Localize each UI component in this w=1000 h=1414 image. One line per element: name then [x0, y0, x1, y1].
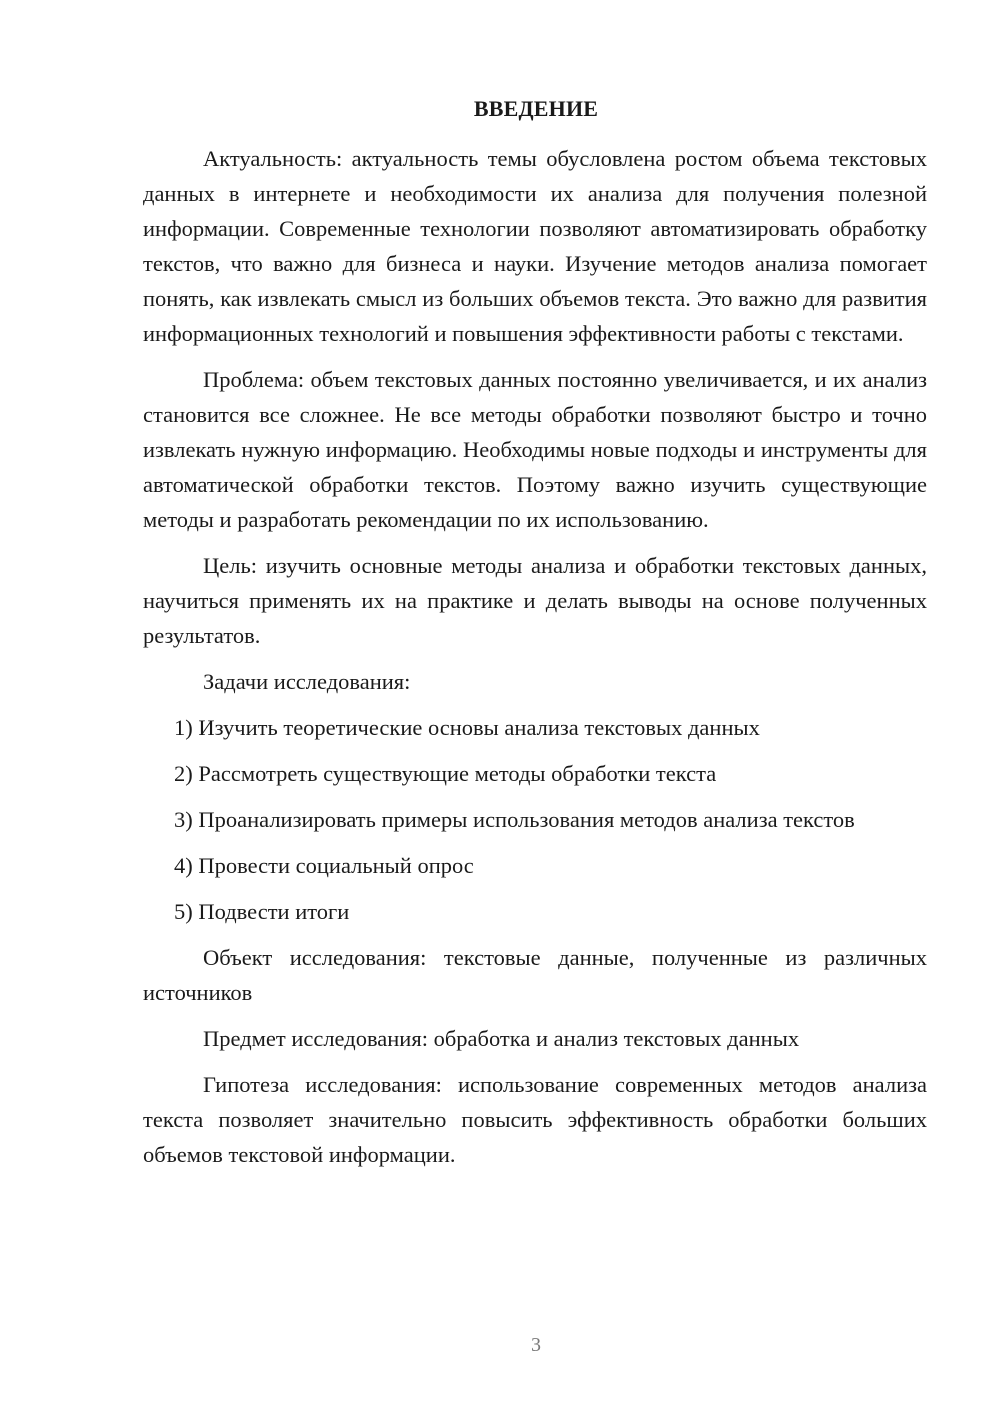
task-item-2: 2) Рассмотреть существующие методы обработки текста: [174, 761, 717, 786]
object-paragraph: Объект исследования: текстовые данные, полученные из различных источников: [143, 945, 927, 1005]
problem-paragraph: Проблема: объем текстовых данных постоянно увеличивается, и их анализ становится все сложнее. Не все методы обработки позволяют быстро и точно извлекать нужную информацию. Необходимы новые подходы и инструменты для автоматической обработки текстов. Поэтому важно изучить существующие методы и разработать рекомендации по их использованию.: [143, 367, 927, 532]
hypothesis-paragraph: Гипотеза исследования: использование современных методов анализа текста позволяет значительно повысить эффективность обработки больших объемов текстовой информации.: [143, 1072, 927, 1167]
relevance-paragraph: Актуальность: актуальность темы обусловлена ростом объема текстовых данных в интернете и необходимости их анализа для получения полезной информации. Современные технологии позволяют автоматизировать обработку текстов, что важно для бизнеса и науки. Изучение методов анализа помогает понять, как извлекать смысл из больших объемов текста. Это важно для развития информационных технологий и повышения эффективности работы с текстами.: [143, 146, 927, 346]
task-item-3: 3) Проанализировать примеры использования методов анализа текстов: [174, 807, 855, 832]
page-title: ВВЕДЕНИЕ: [473, 96, 599, 121]
document-body: [143, 141, 927, 1183]
subject-paragraph: Предмет исследования: обработка и анализ текстовых данных: [203, 1026, 800, 1051]
goal-paragraph: Цель: изучить основные методы анализа и обработки текстовых данных, научиться применять их на практике и делать выводы на основе полученных результатов.: [143, 553, 927, 648]
task-item-4: 4) Провести социальный опрос: [174, 853, 474, 878]
tasks-heading: Задачи исследования:: [203, 669, 411, 694]
task-item-5: 5) Подвести итоги: [174, 899, 350, 924]
task-item-1: 1) Изучить теоретические основы анализа текстовых данных: [174, 715, 760, 740]
page-number: 3: [531, 1334, 541, 1356]
